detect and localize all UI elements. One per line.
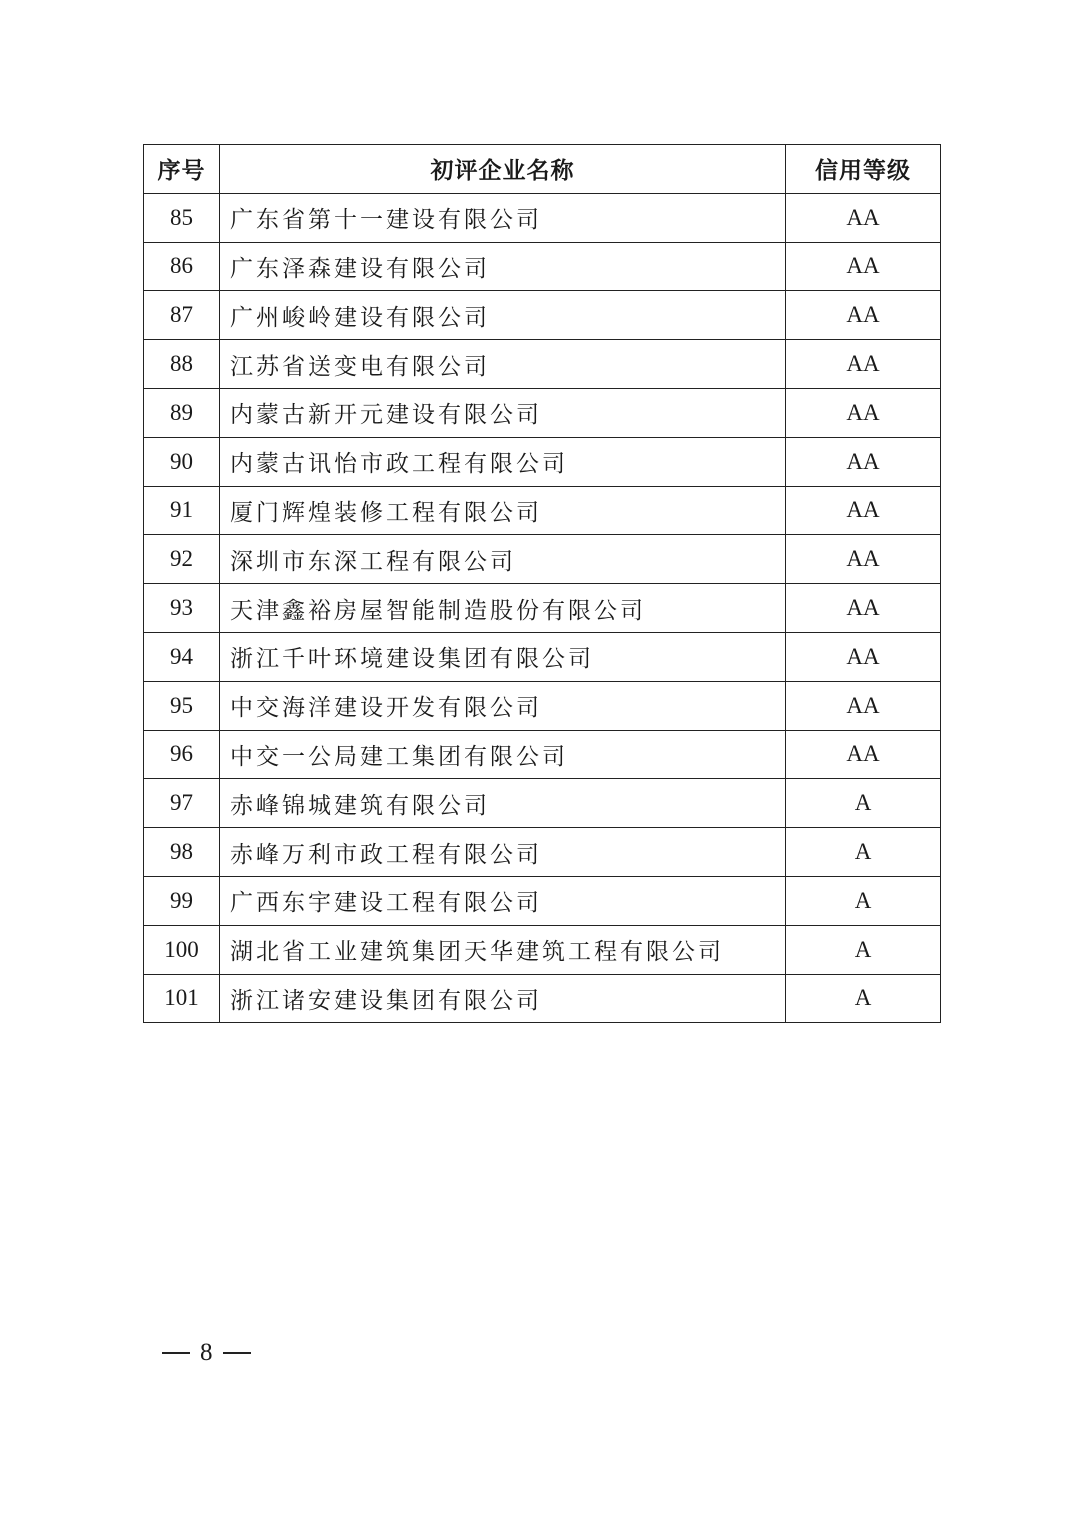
row-company-name: 内蒙古讯怡市政工程有限公司 <box>220 437 786 486</box>
row-credit-grade: AA <box>786 193 941 242</box>
header-company-name: 初评企业名称 <box>220 145 786 194</box>
row-index: 98 <box>144 828 220 877</box>
table-row <box>144 779 941 828</box>
row-credit-grade: AA <box>786 388 941 437</box>
row-index: 100 <box>144 925 220 974</box>
row-company-name: 湖北省工业建筑集团天华建筑工程有限公司 <box>220 925 786 974</box>
table-row <box>144 632 941 681</box>
row-index: 88 <box>144 340 220 389</box>
row-index: 92 <box>144 535 220 584</box>
row-credit-grade: A <box>786 828 941 877</box>
row-company-name: 广州峻岭建设有限公司 <box>220 291 786 340</box>
row-company-name: 天津鑫裕房屋智能制造股份有限公司 <box>220 584 786 633</box>
row-company-name: 深圳市东深工程有限公司 <box>220 535 786 584</box>
row-credit-grade: AA <box>786 681 941 730</box>
table-row <box>144 291 941 340</box>
row-index: 91 <box>144 486 220 535</box>
row-index: 90 <box>144 437 220 486</box>
table-body <box>144 193 941 1023</box>
row-credit-grade: AA <box>786 535 941 584</box>
row-company-name: 赤峰万利市政工程有限公司 <box>220 828 786 877</box>
row-credit-grade: AA <box>786 632 941 681</box>
table-row <box>144 730 941 779</box>
table-row <box>144 584 941 633</box>
row-index: 93 <box>144 584 220 633</box>
row-company-name: 浙江千叶环境建设集团有限公司 <box>220 632 786 681</box>
page-footer <box>162 1339 251 1367</box>
table-row <box>144 876 941 925</box>
row-company-name: 浙江诸安建设集团有限公司 <box>220 974 786 1023</box>
row-index: 87 <box>144 291 220 340</box>
row-company-name: 广东省第十一建设有限公司 <box>220 193 786 242</box>
row-company-name: 广西东宇建设工程有限公司 <box>220 876 786 925</box>
row-company-name: 内蒙古新开元建设有限公司 <box>220 388 786 437</box>
page-dash-right <box>223 1352 251 1354</box>
row-company-name: 中交海洋建设开发有限公司 <box>220 681 786 730</box>
row-credit-grade: AA <box>786 291 941 340</box>
credit-rating-table <box>143 144 941 1023</box>
page-number: 8 <box>200 1339 213 1366</box>
row-credit-grade: AA <box>786 340 941 389</box>
page-dash-left <box>162 1352 190 1354</box>
row-index: 101 <box>144 974 220 1023</box>
table-row <box>144 925 941 974</box>
table-row <box>144 193 941 242</box>
row-index: 95 <box>144 681 220 730</box>
row-index: 97 <box>144 779 220 828</box>
row-company-name: 厦门辉煌装修工程有限公司 <box>220 486 786 535</box>
row-credit-grade: AA <box>786 242 941 291</box>
table-row <box>144 242 941 291</box>
row-credit-grade: AA <box>786 584 941 633</box>
table-row <box>144 486 941 535</box>
row-company-name: 广东泽森建设有限公司 <box>220 242 786 291</box>
row-credit-grade: AA <box>786 486 941 535</box>
table-row <box>144 974 941 1023</box>
table-row <box>144 340 941 389</box>
row-index: 99 <box>144 876 220 925</box>
row-company-name: 中交一公局建工集团有限公司 <box>220 730 786 779</box>
table-row <box>144 388 941 437</box>
row-credit-grade: A <box>786 779 941 828</box>
row-index: 85 <box>144 193 220 242</box>
table-row <box>144 535 941 584</box>
row-credit-grade: AA <box>786 730 941 779</box>
row-credit-grade: A <box>786 925 941 974</box>
row-credit-grade: A <box>786 876 941 925</box>
row-index: 94 <box>144 632 220 681</box>
row-company-name: 江苏省送变电有限公司 <box>220 340 786 389</box>
row-company-name: 赤峰锦城建筑有限公司 <box>220 779 786 828</box>
header-credit-grade: 信用等级 <box>786 145 941 194</box>
table-row <box>144 681 941 730</box>
row-credit-grade: A <box>786 974 941 1023</box>
table-row <box>144 437 941 486</box>
table-header-row <box>144 145 941 194</box>
row-credit-grade: AA <box>786 437 941 486</box>
table-row <box>144 828 941 877</box>
row-index: 89 <box>144 388 220 437</box>
row-index: 96 <box>144 730 220 779</box>
header-index: 序号 <box>144 145 220 194</box>
row-index: 86 <box>144 242 220 291</box>
